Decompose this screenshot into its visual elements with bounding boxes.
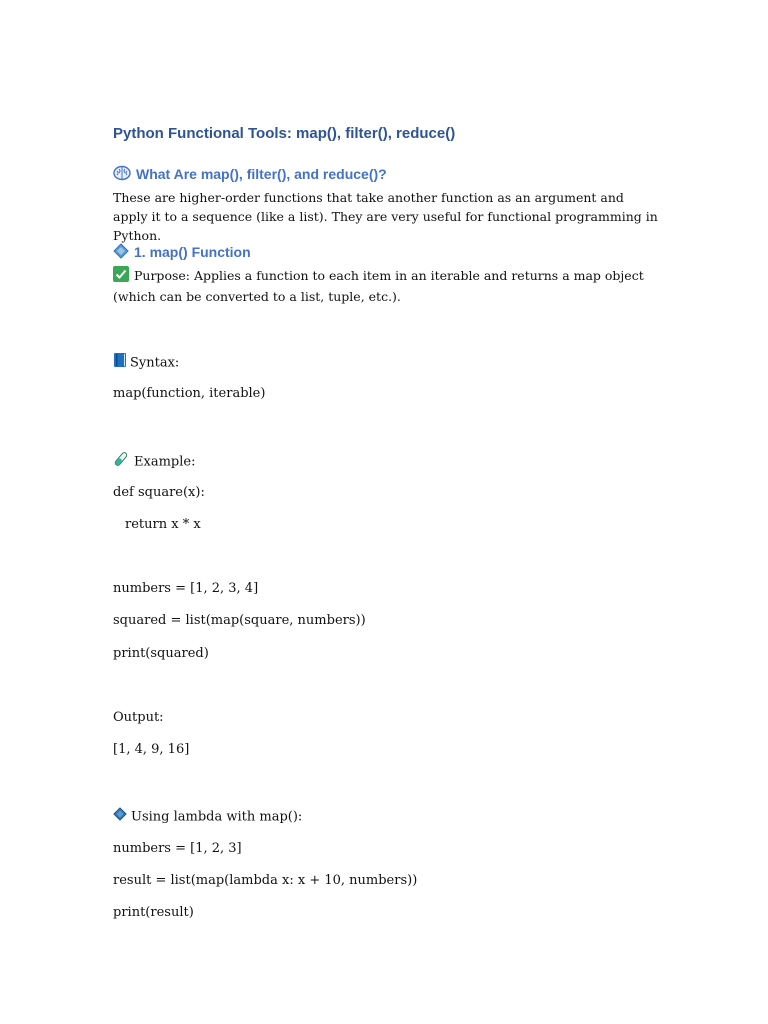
output-label: Output: (113, 710, 164, 725)
code-line: numbers = [1, 2, 3, 4] (113, 581, 259, 596)
document-title: Python Functional Tools: map(), filter(), reduce() (113, 125, 456, 142)
document-page (113, 0, 658, 1024)
purpose-paragraph (113, 266, 658, 306)
map-heading: 1. map() Function (134, 244, 251, 260)
blue-diamond-icon (113, 807, 127, 827)
code-line: numbers = [1, 2, 3] (113, 841, 242, 856)
code-line: print(result) (113, 905, 194, 920)
output-value: [1, 4, 9, 16] (113, 742, 190, 757)
blue-diamond-icon (113, 243, 129, 263)
purpose-text: Purpose: Applies a function to each item in an iterable and returns a map object (which can be converted to a list, tuple, etc.). (113, 268, 644, 304)
example-label: Example: (134, 454, 196, 470)
code-line: squared = list(map(square, numbers)) (113, 613, 366, 628)
code-line: result = list(map(lambda x: x + 10, numbers)) (113, 873, 418, 888)
syntax-code: map(function, iterable) (113, 386, 266, 401)
example-label-row (113, 451, 195, 473)
code-line: print(squared) (113, 646, 209, 661)
brain-icon (113, 165, 131, 185)
syntax-label-row (113, 352, 179, 374)
intro-heading: What Are map(), filter(), and reduce()? (136, 166, 387, 182)
test-tube-icon (113, 451, 129, 473)
intro-paragraph: These are higher-order functions that take another function as an argument and apply it to a sequence (like a list). They are very useful for functional programming in Python. (113, 190, 658, 243)
code-line: def square(x): (113, 485, 205, 500)
code-line: return x * x (125, 517, 201, 532)
lambda-label: Using lambda with map(): (131, 809, 303, 825)
lambda-label-row (113, 807, 302, 827)
check-mark-icon (113, 266, 129, 287)
intro-heading-row (113, 165, 387, 185)
blue-book-icon (113, 352, 127, 374)
syntax-label: Syntax: (130, 355, 180, 371)
map-heading-row (113, 243, 251, 263)
